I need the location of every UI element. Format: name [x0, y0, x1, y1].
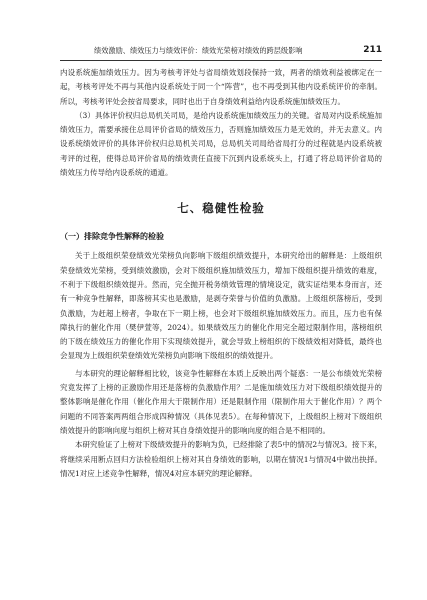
paragraph: 与本研究的理论解释相比较，该竞争性解释在本质上反映出两个疑惑：一是公布绩效光荣榜究竟发挥了上榜的正激励作用还是落榜的负激励作用？二是施加绩效压力对下级组织绩效提升的整体影响是催化作用（催化作用大于限制作用）还是限制作用（限制作用大于催化作用）？两个问题的不同答案两两组合形成四种情况（具体见表5）。在每种情况下，上级组织上榜对下级组织绩效提升的影响向度与组织上榜对其自身绩效提升的影响向度的组合是不相同的。 [60, 368, 382, 435]
paragraph: （3）具体评价权归总局机关司局，是给内设系统施加绩效压力的关键。省局对内设系统施加绩效压力，需要承接住总局评价省局的绩效压力，否则施加绩效压力是无效的，并无去意义。内设系统绩效评价的具体评价权归总局机关司局，总局机关司局给省局打分的过程就是内设系统被考评的过程，使得总局评价省局的绩效责任直接下沉到内设系统头上，打通了将总局评价省局的绩效压力传导给内设系统的通道。 [60, 110, 382, 178]
page-number: 211 [363, 45, 382, 55]
running-header [60, 44, 382, 58]
paragraph: 关于上级组织荣登绩效光荣榜负向影响下级组织绩效提升，本研究给出的解释是：上级组织荣登绩效光荣榜，受到绩效激励，会对下级组织施加绩效压力，增加下级组织提升绩效的难度，不利于下级组织绩效提升。然而，完全抛开税务绩效管理的情境设定，就实证结果本身而言，还有一种竞争性解释，即落榜其实也是激励，是剥夺荣誉与价值的负激励。上级组织落榜后，受到负激励，为赶超上榜者，争取在下一期上榜，也会对下级组织施加绩效压力。而且，压力也有保障执行的催化作用（樊伊萱等，2024）。如果绩效压力的催化作用完全超过限制作用，落榜组织的下级在绩效压力的催化作用下实现绩效提升，就会导致上榜组织的下级绩效相对降低，最终也会显现为上级组织荣登绩效光荣榜负向影响下级组织的绩效提升。 [60, 251, 382, 361]
paragraph: 本研究验证了上榜对下级绩效提升的影响为负，已经排除了表5中的情况2与情况3。接下来，将继续采用断点回归方法检验组织上榜对其自身绩效的影响，以期在情况1与情况4中做出抉择。情况1对应上述竞争性解释，情况4对应本研究的理论解释。 [60, 440, 382, 478]
paragraph: 内设系统施加绩效压力。因为考核考评处与省局绩效划段保持一致，两者的绩效利益被绑定在一起，考核考评处不再与其他内设系统处于同一个“阵营”，也不再受到其他内设系统评价的牵制。所以，考核考评处会按省局要求，同时也出于自身绩效利益给内设系统施加绩效压力。 [60, 68, 382, 106]
body-text [60, 66, 382, 481]
subsection-title: （一）排除竞争性解释的检验 [60, 232, 164, 242]
header-divider [60, 60, 382, 61]
section-title: 七、稳健性检验 [177, 201, 265, 216]
running-title: 绩效激励、绩效压力与绩效评价：绩效光荣榜对绩效的跨层级影响 [94, 46, 303, 55]
